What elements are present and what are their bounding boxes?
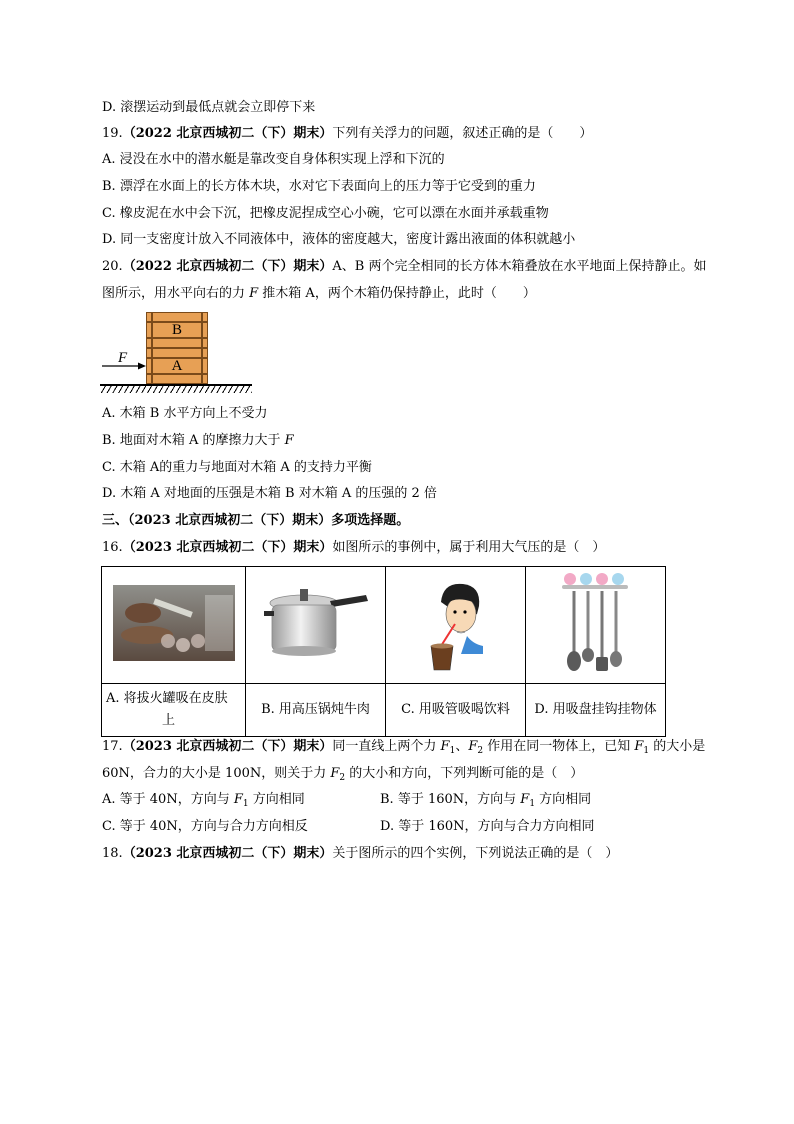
- question-text: 作用在同一物体上，已知: [483, 739, 635, 754]
- question-number: 18.: [102, 846, 123, 861]
- section-source: （2023 北京西城初二（下）期末）: [128, 513, 332, 528]
- question-text: 推木箱 A，两个木箱仍保持静止，此时（ ）: [258, 286, 536, 301]
- q16-option-c: [386, 684, 526, 737]
- option-text: B. 地面对木箱 A 的摩擦力大于: [102, 433, 285, 448]
- force-variable: F: [233, 792, 243, 807]
- force-variable: F: [440, 739, 450, 754]
- option-text: B. 用高压锅炖牛肉: [261, 702, 370, 717]
- force-variable: F: [284, 433, 294, 448]
- option-text: 方向相同: [248, 792, 305, 807]
- q16-option-a: [102, 684, 246, 737]
- q20-option-a: A. 木箱 B 水平方向上不受力: [102, 406, 268, 421]
- question-17-stem-line2: [102, 765, 583, 783]
- force-variable: F: [330, 766, 340, 781]
- question-number: 19.: [102, 126, 123, 141]
- option-text: A. 将拔火罐吸在皮肤: [106, 691, 228, 706]
- q17-option-c: C. 等于 40N，方向与合力方向相反: [102, 819, 308, 834]
- section-title: 多项选择题。: [331, 513, 410, 528]
- option-text: B. 等于 160N，方向与: [380, 792, 521, 807]
- question-text: 下列有关浮力的问题，叙述正确的是（ ）: [332, 126, 593, 141]
- suction-hooks-cell: [526, 567, 666, 684]
- question-19-stem: [102, 125, 592, 143]
- subscript: 2: [477, 746, 484, 756]
- question-18-stem: [102, 845, 618, 863]
- question-text: 如图所示的事例中，属于利用大气压的是（ ）: [332, 540, 606, 555]
- pressure-cooker-icon: [260, 583, 372, 663]
- subscript: 1: [449, 746, 456, 756]
- section-number: 三、: [102, 513, 129, 528]
- suction-cup-hooks-image: [556, 571, 636, 675]
- q16-option-b: [246, 684, 386, 737]
- question-20-stem-line1: [102, 258, 706, 276]
- question-text: 同一直线上两个力: [332, 739, 441, 754]
- subscript: 2: [339, 773, 346, 783]
- force-variable: F: [249, 286, 259, 301]
- question-number: 16.: [102, 540, 123, 555]
- pressure-cooker-cell: [246, 567, 386, 684]
- q20-option-c: C. 木箱 A的重力与地面对木箱 A 的支持力平衡: [102, 460, 372, 475]
- force-variable: F: [468, 739, 478, 754]
- section-heading: [102, 512, 409, 530]
- question-source: （2023 北京西城初二（下）期末）: [122, 846, 333, 861]
- option-text: 方向相同: [535, 792, 592, 807]
- question-text: 图所示，用水平向右的力: [102, 286, 250, 301]
- q19-option-d: D. 同一支密度计放入不同液体中，液体的密度越大，密度计露出液面的体积就越小: [102, 232, 576, 247]
- box-b-label: B: [171, 322, 182, 338]
- subscript: 1: [529, 799, 536, 809]
- question-number: 17.: [102, 739, 123, 754]
- stacked-boxes-figure: [100, 308, 260, 398]
- question-20-stem-line2: [102, 285, 536, 303]
- q19-option-c: C. 橡皮泥在水中会下沉，把橡皮泥捏成空心小碗，它可以漂在水面并承载重物: [102, 206, 549, 221]
- q18-prev-option-d: D. 滚摆运动到最低点就会立即停下来: [102, 100, 316, 115]
- box-a-label: A: [171, 358, 183, 374]
- question-source: （2022 北京西城初二（下）期末）: [122, 259, 333, 274]
- cupping-photo-cell: [102, 567, 246, 684]
- q17-option-a: [102, 791, 305, 809]
- question-text: 、: [455, 739, 469, 754]
- q20-option-d: D. 木箱 A 对地面的压强是木箱 B 对木箱 A 的压强的 2 倍: [102, 486, 437, 501]
- question-text: 的大小是: [649, 739, 706, 754]
- question-17-stem-line1: [102, 738, 705, 756]
- q16-option-d: [526, 684, 666, 737]
- force-label: F: [118, 350, 128, 366]
- option-text: A. 等于 40N，方向与: [102, 792, 234, 807]
- straw-drinking-cell: [386, 567, 526, 684]
- question-number: 20.: [102, 259, 123, 274]
- q19-option-a: A. 浸没在水中的潜水艇是靠改变自身体积实现上浮和下沉的: [102, 152, 445, 167]
- question-text: 的大小和方向，下列判断可能的是（ ）: [345, 766, 584, 781]
- force-variable: F: [520, 792, 530, 807]
- option-text-continued: 上: [162, 713, 176, 728]
- q20-option-b: [102, 432, 294, 450]
- subscript: 1: [242, 799, 249, 809]
- q19-option-b: B. 漂浮在水面上的长方体木块，水对它下表面向上的压力等于它受到的重力: [102, 179, 536, 194]
- box-b: [146, 312, 208, 348]
- option-text: D. 用吸盘挂钩挂物体: [534, 702, 657, 717]
- question-16-stem: [102, 539, 605, 557]
- question-source: （2023 北京西城初二（下）期末）: [122, 739, 333, 754]
- q17-option-b: [380, 791, 591, 809]
- q16-options-table: [101, 566, 666, 737]
- option-text: C. 用吸管吸喝饮料: [401, 702, 510, 717]
- boy-drinking-straw-image: [421, 574, 491, 672]
- cupping-therapy-image: [113, 585, 235, 661]
- q17-option-d: D. 等于 160N，方向与合力方向相同: [380, 819, 595, 834]
- question-source: （2022 北京西城初二（下）期末）: [122, 126, 333, 141]
- force-variable: F: [634, 739, 644, 754]
- question-text: 60N，合力的大小是 100N，则关于力: [102, 766, 331, 781]
- question-text: 关于图所示的四个实例，下列说法正确的是（ ）: [332, 846, 619, 861]
- ground-hatch: [100, 386, 252, 393]
- subscript: 1: [643, 746, 650, 756]
- question-text: A、B 两个完全相同的长方体木箱叠放在水平地面上保持静止。如: [332, 259, 707, 274]
- box-a: [146, 348, 208, 384]
- question-source: （2023 北京西城初二（下）期末）: [122, 540, 333, 555]
- force-arrow-icon: [100, 360, 150, 372]
